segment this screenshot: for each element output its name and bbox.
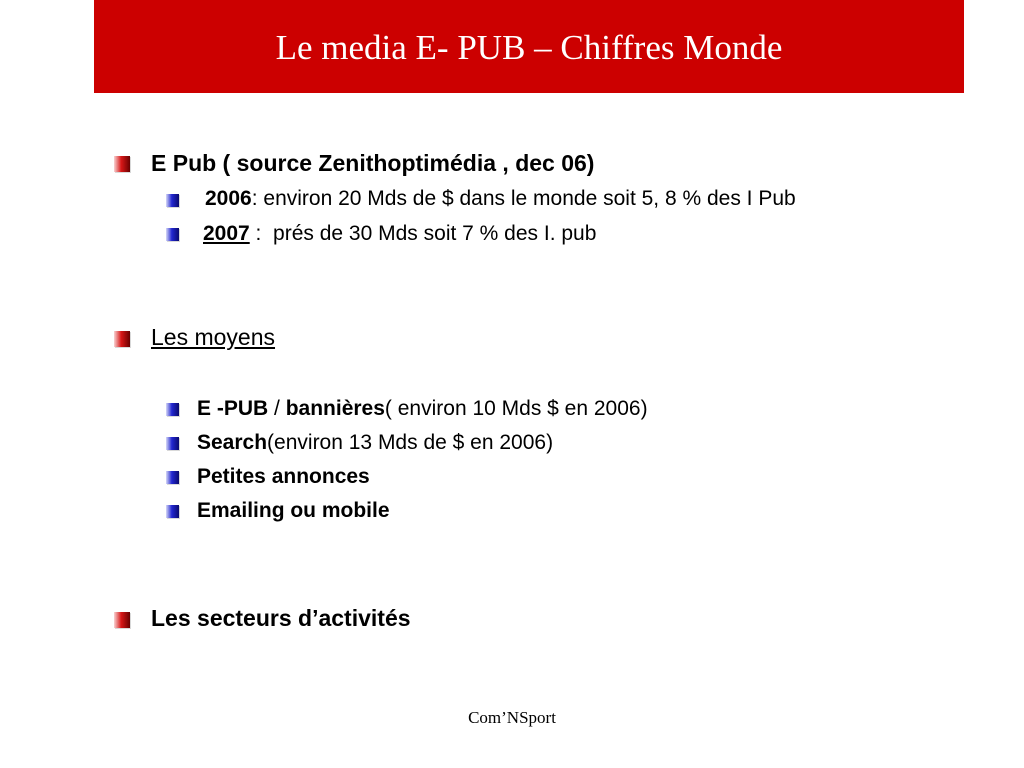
secteurs-heading: Les secteurs d’activités — [151, 605, 411, 631]
emailing-label: Emailing ou mobile — [197, 499, 390, 522]
bullet-epub-source — [151, 150, 594, 177]
blue-square-bullet-icon — [166, 471, 179, 484]
epub-bannieres-text: ( environ 10 Mds $ en 2006) — [384, 397, 648, 420]
bullet-2007 — [203, 222, 596, 246]
footer-text: Com’NSport — [468, 708, 556, 727]
bannieres-label: bannières — [285, 397, 385, 420]
bullet-secteurs — [151, 605, 411, 632]
bullet-les-moyens — [151, 324, 275, 351]
year-2007: 2007 — [203, 222, 250, 245]
bullet-epub-source-text: E Pub ( source Zenithoptimédia , dec 06) — [151, 150, 595, 176]
red-square-bullet-icon — [114, 156, 130, 172]
bullet-search — [197, 431, 553, 455]
blue-square-bullet-icon — [166, 505, 179, 518]
bullet-petites-annonces — [197, 465, 370, 489]
blue-square-bullet-icon — [166, 437, 179, 450]
red-square-bullet-icon — [114, 331, 130, 347]
red-square-bullet-icon — [114, 612, 130, 628]
slide-title: Le media E- PUB – Chiffres Monde — [275, 28, 783, 67]
blue-square-bullet-icon — [166, 228, 179, 241]
bullet-2006-text: : environ 20 Mds de $ dans le monde soit 5, 8 % des I Pub — [251, 187, 796, 210]
title-banner — [94, 0, 964, 93]
blue-square-bullet-icon — [166, 194, 179, 207]
bullet-2006 — [205, 187, 796, 211]
petites-annonces-label: Petites annonces — [197, 465, 370, 488]
search-label: Search — [197, 431, 268, 454]
epub-label: E -PUB — [197, 397, 269, 420]
slash-separator: / — [268, 397, 286, 420]
blue-square-bullet-icon — [166, 403, 179, 416]
search-text: (environ 13 Mds de $ en 2006) — [267, 431, 554, 454]
bullet-2007-text: : prés de 30 Mds soit 7 % des I. pub — [249, 222, 597, 245]
year-2006: 2006 — [205, 187, 252, 210]
les-moyens-heading: Les moyens — [151, 324, 276, 350]
bullet-emailing — [197, 499, 390, 523]
bullet-epub-bannieres — [197, 397, 648, 421]
